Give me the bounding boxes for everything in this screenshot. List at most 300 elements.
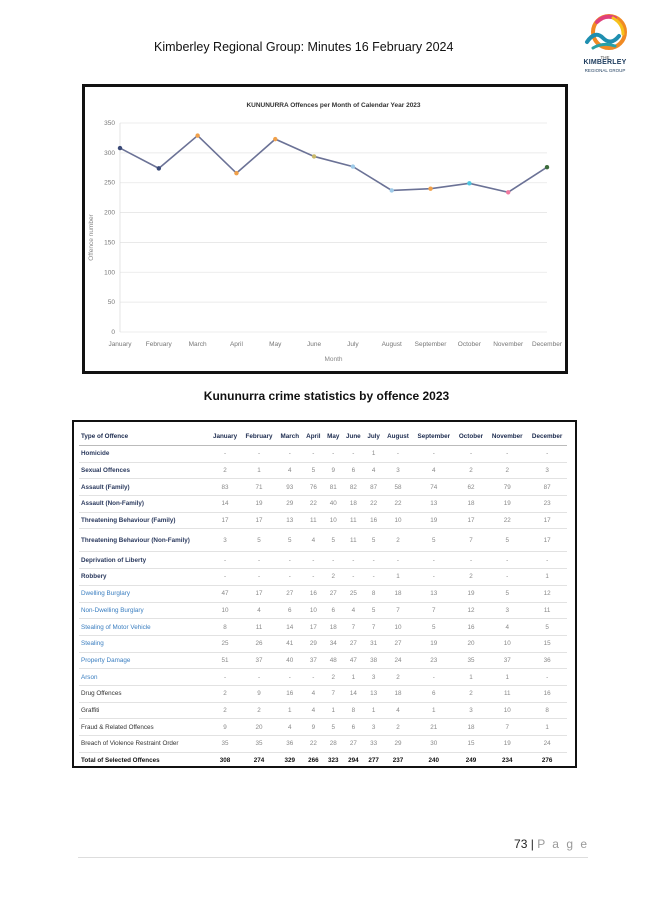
offence-type-cell: Sexual Offences: [79, 462, 209, 479]
value-cell: 18: [383, 685, 413, 702]
value-cell: -: [277, 569, 303, 586]
value-cell: 3: [527, 462, 567, 479]
value-cell: 8: [364, 585, 383, 602]
logo-main: KIMBERLEY: [583, 59, 627, 66]
x-tick-label: August: [381, 341, 402, 348]
value-cell: -: [241, 552, 277, 569]
value-cell: 18: [455, 496, 487, 513]
table-row: [79, 652, 567, 669]
value-cell: 6: [343, 462, 365, 479]
table-row: [79, 462, 567, 479]
value-cell: 31: [364, 635, 383, 652]
value-cell: 2: [383, 529, 413, 552]
data-point: [234, 171, 238, 175]
offence-type-cell: Arson: [79, 669, 209, 686]
total-label-cell: Total of Selected Offences: [81, 757, 160, 765]
column-header: December: [527, 428, 567, 446]
value-cell: 17: [303, 619, 324, 636]
data-point: [467, 181, 471, 185]
column-header: July: [364, 428, 383, 446]
total-value-cell: 276: [541, 757, 553, 765]
value-cell: 37: [487, 652, 527, 669]
data-point: [506, 190, 510, 194]
table-row: [79, 552, 567, 569]
value-cell: 11: [241, 619, 277, 636]
value-cell: 1: [343, 669, 365, 686]
value-cell: 28: [324, 736, 343, 753]
value-cell: -: [209, 446, 241, 463]
value-cell: 29: [383, 736, 413, 753]
value-cell: -: [455, 552, 487, 569]
value-cell: -: [324, 446, 343, 463]
value-cell: 29: [277, 496, 303, 513]
value-cell: 2: [209, 702, 241, 719]
total-value-cell: 294: [348, 757, 359, 765]
value-cell: 16: [455, 619, 487, 636]
value-cell: -: [209, 569, 241, 586]
value-cell: 5: [303, 462, 324, 479]
data-point: [157, 166, 161, 170]
column-header: March: [277, 428, 303, 446]
value-cell: 16: [277, 685, 303, 702]
value-cell: -: [487, 552, 527, 569]
x-tick-label: March: [188, 341, 207, 348]
y-tick-label: 0: [111, 329, 115, 336]
value-cell: 11: [487, 685, 527, 702]
value-cell: 10: [383, 619, 413, 636]
page-number: [514, 837, 589, 851]
value-cell: 40: [277, 652, 303, 669]
total-value-cell: 323: [327, 757, 339, 765]
value-cell: 13: [277, 512, 303, 529]
value-cell: 7: [487, 719, 527, 736]
value-cell: 47: [209, 585, 241, 602]
data-point: [312, 154, 316, 158]
value-cell: 4: [303, 702, 324, 719]
value-cell: 38: [364, 652, 383, 669]
value-cell: 10: [487, 635, 527, 652]
x-tick-label: February: [145, 341, 172, 348]
column-header: February: [241, 428, 277, 446]
value-cell: 2: [383, 719, 413, 736]
x-tick-label: May: [269, 341, 282, 348]
value-cell: 4: [241, 602, 277, 619]
value-cell: 17: [241, 585, 277, 602]
value-cell: 3: [455, 702, 487, 719]
value-cell: 6: [343, 719, 365, 736]
value-cell: 35: [209, 736, 241, 753]
column-header: September: [413, 428, 455, 446]
value-cell: 35: [455, 652, 487, 669]
logo-the: THE: [600, 55, 610, 60]
column-header: October: [455, 428, 487, 446]
value-cell: 2: [241, 702, 277, 719]
value-cell: 17: [527, 512, 567, 529]
value-cell: 37: [303, 652, 324, 669]
value-cell: -: [277, 669, 303, 686]
value-cell: -: [241, 446, 277, 463]
data-point: [390, 188, 394, 192]
offence-type-cell: Dwelling Burglary: [79, 585, 209, 602]
value-cell: 4: [303, 685, 324, 702]
column-header: November: [487, 428, 527, 446]
table-row: [79, 585, 567, 602]
value-cell: 22: [364, 496, 383, 513]
column-header: August: [383, 428, 413, 446]
value-cell: 1: [324, 702, 343, 719]
value-cell: 2: [455, 462, 487, 479]
data-point: [351, 164, 355, 168]
x-tick-label: October: [457, 341, 481, 348]
table-row: [79, 719, 567, 736]
kimberley-logo: [575, 12, 635, 74]
value-cell: -: [455, 446, 487, 463]
offence-type-cell: Deprivation of Liberty: [79, 552, 209, 569]
column-header: May: [324, 428, 343, 446]
value-cell: 22: [303, 736, 324, 753]
total-value-cell: 329: [284, 757, 296, 765]
value-cell: 19: [241, 496, 277, 513]
value-cell: 83: [209, 479, 241, 496]
value-cell: 4: [487, 619, 527, 636]
value-cell: 5: [324, 719, 343, 736]
offence-type-cell: Property Damage: [79, 652, 209, 669]
kimberley-logo-icon: [575, 12, 635, 56]
table-row: [79, 479, 567, 496]
value-cell: 5: [324, 529, 343, 552]
x-tick-label: April: [229, 341, 243, 348]
value-cell: 19: [487, 496, 527, 513]
offence-type-cell: Robbery: [79, 569, 209, 586]
value-cell: -: [487, 569, 527, 586]
y-tick-label: 300: [104, 149, 115, 157]
value-cell: 10: [209, 602, 241, 619]
logo-sub: REGIONAL GROUP: [584, 68, 626, 73]
value-cell: 8: [527, 702, 567, 719]
value-cell: 37: [241, 652, 277, 669]
total-value-cell: 240: [428, 757, 440, 765]
value-cell: 1: [383, 569, 413, 586]
value-cell: 6: [324, 602, 343, 619]
table-row: [79, 512, 567, 529]
value-cell: -: [303, 552, 324, 569]
value-cell: 4: [277, 719, 303, 736]
value-cell: 23: [413, 652, 455, 669]
value-cell: -: [343, 446, 365, 463]
value-cell: 2: [487, 462, 527, 479]
offence-type-cell: Non-Dwelling Burglary: [79, 602, 209, 619]
value-cell: -: [413, 552, 455, 569]
value-cell: 8: [343, 702, 365, 719]
total-value-cell: 266: [308, 757, 319, 765]
value-cell: 1: [277, 702, 303, 719]
table-row: [79, 702, 567, 719]
value-cell: 19: [413, 512, 455, 529]
value-cell: 22: [383, 496, 413, 513]
value-cell: 23: [527, 496, 567, 513]
value-cell: -: [383, 552, 413, 569]
value-cell: 81: [324, 479, 343, 496]
value-cell: 2: [209, 462, 241, 479]
x-tick-label: June: [307, 341, 322, 348]
x-tick-label: January: [108, 341, 132, 348]
value-cell: -: [364, 552, 383, 569]
value-cell: 18: [324, 619, 343, 636]
value-cell: 12: [527, 585, 567, 602]
value-cell: 19: [487, 736, 527, 753]
value-cell: 5: [527, 619, 567, 636]
value-cell: 18: [343, 496, 365, 513]
data-point: [195, 133, 199, 137]
value-cell: -: [487, 446, 527, 463]
value-cell: 25: [343, 585, 365, 602]
offence-type-cell: Assault (Family): [79, 479, 209, 496]
value-cell: 2: [324, 569, 343, 586]
value-cell: 87: [527, 479, 567, 496]
value-cell: 4: [303, 529, 324, 552]
value-cell: 2: [209, 685, 241, 702]
value-cell: 35: [241, 736, 277, 753]
value-cell: 5: [487, 585, 527, 602]
value-cell: 1: [527, 719, 567, 736]
value-cell: 5: [364, 529, 383, 552]
page-separator: |: [527, 837, 538, 851]
total-value-cell: 277: [368, 757, 379, 765]
value-cell: 22: [487, 512, 527, 529]
value-cell: -: [209, 669, 241, 686]
value-cell: 36: [277, 736, 303, 753]
value-cell: 4: [364, 462, 383, 479]
value-cell: 74: [413, 479, 455, 496]
value-cell: 2: [324, 669, 343, 686]
value-cell: 11: [527, 602, 567, 619]
offence-type-cell: Drug Offences: [79, 685, 209, 702]
value-cell: 16: [364, 512, 383, 529]
value-cell: 40: [324, 496, 343, 513]
value-cell: 5: [413, 529, 455, 552]
offence-type-cell: Stealing of Motor Vehicle: [79, 619, 209, 636]
y-tick-label: 350: [104, 120, 115, 127]
value-cell: 9: [241, 685, 277, 702]
chart-svg: [85, 87, 565, 371]
column-header: April: [303, 428, 324, 446]
table-row: [79, 569, 567, 586]
offence-type-cell: Threatening Behaviour (Family): [79, 512, 209, 529]
total-row: [79, 752, 567, 768]
value-cell: 24: [383, 652, 413, 669]
value-cell: 25: [209, 635, 241, 652]
value-cell: 5: [241, 529, 277, 552]
value-cell: 22: [303, 496, 324, 513]
total-value-cell: 308: [219, 757, 231, 765]
value-cell: 30: [413, 736, 455, 753]
y-tick-label: 250: [104, 179, 115, 187]
value-cell: 1: [241, 462, 277, 479]
value-cell: 4: [343, 602, 365, 619]
header-title: Kimberley Regional Group: Minutes 16 February 2024: [154, 40, 454, 54]
data-point: [118, 146, 122, 150]
value-cell: -: [241, 569, 277, 586]
value-cell: -: [527, 446, 567, 463]
value-cell: 11: [343, 512, 365, 529]
value-cell: 3: [383, 462, 413, 479]
value-cell: 1: [455, 669, 487, 686]
value-cell: 16: [303, 585, 324, 602]
value-cell: 19: [455, 585, 487, 602]
value-cell: 62: [455, 479, 487, 496]
value-cell: 10: [487, 702, 527, 719]
value-cell: -: [413, 569, 455, 586]
value-cell: -: [343, 569, 365, 586]
footer-divider: [78, 857, 588, 858]
x-tick-label: December: [532, 341, 562, 348]
x-tick-label: November: [493, 341, 524, 348]
value-cell: -: [383, 446, 413, 463]
value-cell: 1: [364, 446, 383, 463]
y-tick-label: 150: [104, 239, 115, 247]
offence-type-cell: Fraud & Related Offences: [79, 719, 209, 736]
value-cell: 71: [241, 479, 277, 496]
table-row: [79, 635, 567, 652]
value-cell: 5: [413, 619, 455, 636]
value-cell: 10: [324, 512, 343, 529]
value-cell: 18: [383, 585, 413, 602]
y-tick-label: 100: [104, 269, 115, 277]
crime-statistics-table: [72, 420, 577, 768]
table-row: [79, 736, 567, 753]
value-cell: 1: [364, 702, 383, 719]
column-header: June: [343, 428, 365, 446]
y-axis-label: Offence number: [88, 214, 95, 261]
value-cell: 9: [303, 719, 324, 736]
value-cell: 79: [487, 479, 527, 496]
table-row: [79, 446, 567, 463]
value-cell: 34: [324, 635, 343, 652]
x-axis-label: Month: [324, 356, 343, 363]
value-cell: 7: [364, 619, 383, 636]
value-cell: 27: [324, 585, 343, 602]
value-cell: 26: [241, 635, 277, 652]
value-cell: 7: [383, 602, 413, 619]
value-cell: 6: [277, 602, 303, 619]
value-cell: 3: [364, 669, 383, 686]
value-cell: 3: [364, 719, 383, 736]
value-cell: 3: [487, 602, 527, 619]
value-cell: 7: [324, 685, 343, 702]
value-cell: 10: [303, 602, 324, 619]
value-cell: 1: [413, 702, 455, 719]
y-tick-label: 50: [107, 299, 115, 307]
table-row: [79, 529, 567, 552]
offence-type-cell: Breach of Violence Restraint Order: [79, 736, 209, 753]
value-cell: 13: [364, 685, 383, 702]
value-cell: 11: [303, 512, 324, 529]
table-row: [79, 619, 567, 636]
value-cell: 5: [487, 529, 527, 552]
value-cell: 21: [413, 719, 455, 736]
value-cell: 17: [455, 512, 487, 529]
section-title: Kununurra crime statistics by offence 2023: [203, 389, 450, 403]
value-cell: 2: [455, 685, 487, 702]
value-cell: 1: [487, 669, 527, 686]
value-cell: -: [527, 669, 567, 686]
value-cell: 27: [343, 635, 365, 652]
value-cell: 12: [455, 602, 487, 619]
value-cell: 27: [277, 585, 303, 602]
offence-type-cell: Homicide: [79, 446, 209, 463]
value-cell: 27: [383, 635, 413, 652]
value-cell: 33: [364, 736, 383, 753]
total-value-cell: 237: [392, 757, 404, 765]
value-cell: -: [303, 569, 324, 586]
table-header-row: [79, 428, 567, 446]
value-cell: 2: [455, 569, 487, 586]
value-cell: 10: [383, 512, 413, 529]
total-value-cell: 249: [465, 757, 477, 765]
offence-type-cell: Stealing: [79, 635, 209, 652]
data-point: [545, 165, 549, 169]
value-cell: -: [364, 569, 383, 586]
value-cell: 5: [364, 602, 383, 619]
value-cell: 2: [383, 669, 413, 686]
value-cell: 17: [209, 512, 241, 529]
value-cell: 4: [277, 462, 303, 479]
data-point: [273, 137, 277, 141]
value-cell: 24: [527, 736, 567, 753]
chart-title: KUNUNURRA Offences per Month of Calendar Year 2023: [246, 102, 421, 109]
value-cell: -: [343, 552, 365, 569]
value-cell: 15: [527, 635, 567, 652]
value-cell: 1: [527, 569, 567, 586]
offences-line-chart: [82, 84, 568, 374]
value-cell: 20: [455, 635, 487, 652]
series-line: [120, 136, 547, 193]
value-cell: -: [527, 552, 567, 569]
value-cell: -: [303, 669, 324, 686]
x-tick-label: July: [347, 341, 359, 348]
value-cell: 14: [209, 496, 241, 513]
value-cell: 29: [303, 635, 324, 652]
value-cell: 14: [277, 619, 303, 636]
value-cell: 17: [241, 512, 277, 529]
offence-type-cell: Graffiti: [79, 702, 209, 719]
total-value-cell: 234: [501, 757, 513, 765]
value-cell: 13: [413, 496, 455, 513]
value-cell: -: [324, 552, 343, 569]
value-cell: 20: [241, 719, 277, 736]
value-cell: 51: [209, 652, 241, 669]
value-cell: 7: [343, 619, 365, 636]
value-cell: 93: [277, 479, 303, 496]
value-cell: 7: [455, 529, 487, 552]
value-cell: -: [209, 552, 241, 569]
value-cell: 4: [413, 462, 455, 479]
value-cell: 47: [343, 652, 365, 669]
value-cell: -: [277, 446, 303, 463]
value-cell: 17: [527, 529, 567, 552]
value-cell: 87: [364, 479, 383, 496]
value-cell: -: [413, 446, 455, 463]
value-cell: 58: [383, 479, 413, 496]
value-cell: -: [413, 669, 455, 686]
value-cell: 8: [209, 619, 241, 636]
value-cell: 36: [527, 652, 567, 669]
value-cell: 19: [413, 635, 455, 652]
x-tick-label: September: [414, 341, 447, 348]
offence-type-cell: Threatening Behaviour (Non-Family): [79, 529, 209, 552]
value-cell: 11: [343, 529, 365, 552]
value-cell: 48: [324, 652, 343, 669]
